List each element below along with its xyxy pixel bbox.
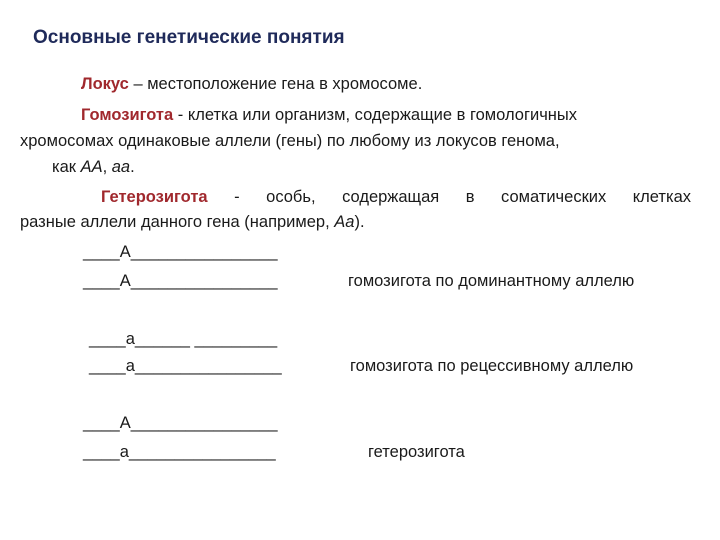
locus-text: – местоположение гена в хромосоме. (128, 75, 423, 93)
allele-line: ____А________________ (83, 414, 278, 432)
heterozygote-prefix: разные аллели данного гена (например, (20, 213, 335, 231)
homozygote-line-1 (81, 105, 577, 125)
heterozygote-line-2 (20, 212, 365, 232)
allele-line: ____А________________ (83, 272, 278, 290)
homozygote-example-dominant: АА (80, 158, 103, 176)
heterozygote-suffix: ). (354, 213, 365, 231)
homozygote-line-3 (52, 157, 135, 177)
homozygote-line-2: хромосомах одинаковые аллели (гены) по любому из локусов генома, (20, 132, 560, 150)
allele-line: ____а________________ (83, 443, 276, 461)
homozygote-text-1: - клетка или организм, содержащие в гомологичных (173, 106, 578, 124)
heterozygote-example: Аа (334, 213, 355, 231)
homozygote-separator: , (102, 158, 112, 176)
genotype-label-recessive: гомозигота по рецессивному аллелю (350, 357, 634, 375)
allele-line: ____А________________ (83, 243, 278, 261)
homozygote-prefix: как (52, 158, 81, 176)
locus-term: Локус (81, 75, 129, 93)
homozygote-end: . (130, 158, 135, 176)
homozygote-example-recessive: аа (111, 158, 131, 176)
heterozygote-text-1: - особь, содержащая в соматических клетках (207, 188, 691, 206)
page-title: Основные генетические понятия (33, 27, 345, 48)
heterozygote-line-1 (101, 187, 691, 207)
locus-definition (81, 74, 422, 94)
homozygote-term: Гомозигота (81, 106, 174, 124)
genotype-label-dominant: гомозигота по доминантному аллелю (348, 272, 635, 290)
allele-line: ____а______ _________ (89, 330, 278, 348)
heterozygote-term: Гетерозигота (101, 188, 208, 206)
genotype-label-heterozygote: гетерозигота (368, 443, 465, 461)
allele-line: ____а________________ (89, 357, 282, 375)
